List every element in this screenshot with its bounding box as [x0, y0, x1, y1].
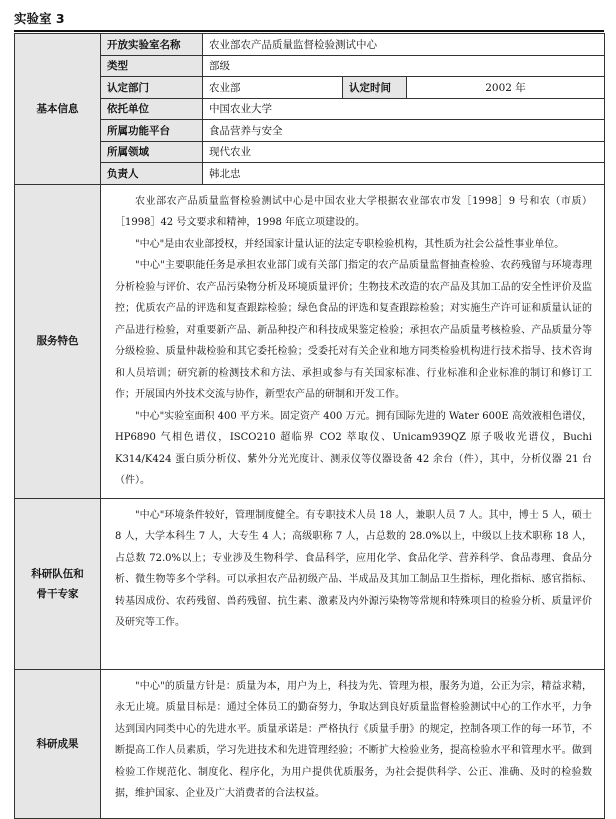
label-dept: 认定部门: [101, 77, 203, 99]
label-head: 负责人: [101, 163, 203, 185]
value-dept: 农业部: [203, 77, 343, 99]
label-cert-time: 认定时间: [343, 77, 407, 99]
row-name: [15, 34, 605, 56]
value-unit: 中国农业大学: [203, 98, 605, 120]
row-results: [15, 669, 605, 818]
team-content: [101, 498, 605, 669]
section-results: 科研成果: [15, 669, 101, 818]
label-field: 所属领域: [101, 141, 203, 163]
row-unit: [15, 98, 605, 120]
section-team-line-1: 科研队伍和: [31, 567, 84, 580]
row-platform: [15, 120, 605, 142]
label-platform: 所属功能平台: [101, 120, 203, 142]
team-paragraph: "中心"环境条件较好，管理制度健全。有专职技术人员 18 人，兼职人员 7 人。其中，博士 5 人，硕士 8 人，大学本科生 7 人，大专生 4 人；高级职称 7 人，占总数的 28.0%以上，中级以上技术职称 18 人，占总数 72.0%以上；专业涉及生物科学、食品科学，应用化学、食品化学、营养科学、食品毒理、食品分析、微生物等多个学科。可以承担农产品初级产品、半成品及其加工制品卫生指标，理化指标、感官指标、转基因成份、农药残留、兽药残留、抗生素、激素及内外源污染物等常规和特殊项目的检验分析、质量评价及研究等工作。: [115, 509, 593, 628]
row-field: [15, 141, 605, 163]
service-paragraph: "中心"主要职能任务是承担农业部门或有关部门指定的农产品质量监督抽查检验、农药残留与环境毒理分析检验与评价、农产品污染物分析及环境质量评价；生物技术改造的农产品及其加工品的安全性评价及监控；优质农产品的评选和复查跟踪检验；绿色食品的评选和复查跟踪检验；对实施生产许可证和质量认证的产品进行检验，对重要新产品、新品种投产和科技成果鉴定检验；承担农产品质量考核检验、产品质量分等分级检验、质量仲裁检验和其它委托检验；受委托对有关企业和地方同类检验机构进行技术指导、技术咨询和人员培训；研究新的检测技术和方法、承担或参与有关国家标准、行业标准和企业标准的制订和修订工作；开展国内外技术交流与协作，新型农产品的研制和开发工作。: [115, 260, 593, 400]
section-service: 服务特色: [15, 184, 101, 498]
page-title: 实验室 3: [14, 11, 65, 26]
section-team: [15, 498, 101, 669]
service-content: [101, 184, 605, 498]
results-content: [101, 669, 605, 818]
lab-info-table: [14, 33, 605, 819]
section-basic-info: 基本信息: [15, 34, 101, 185]
section-team-line-2: 骨干专家: [36, 587, 79, 600]
service-paragraph: "中心"实验室面积 400 平方米。固定资产 400 万元。拥有国际先进的 Water 600E 高效液相色谱仪，HP6890 气相色谱仪，ISCO210 超临界 CO2 萃取仪、Unicam939QZ 原子吸收光谱仪，Buchi K314/K424 蛋白质分析仪、紫外分光光度计、测汞仪等仪器设备 42 余台（件），其中，分析仪器 21 台（件）。: [115, 410, 593, 486]
service-paragraph: "中心"是由农业部授权，并经国家计量认证的法定专职检验机构，其性质为社会公益性事业单位。: [135, 238, 565, 250]
row-dept: [15, 77, 605, 99]
label-type: 类型: [101, 55, 203, 77]
value-lab-name: 农业部农产品质量监督检验测试中心: [203, 34, 605, 56]
value-field: 现代农业: [203, 141, 605, 163]
value-cert-time: 2002 年: [407, 77, 605, 99]
value-type: 部级: [203, 55, 605, 77]
row-service: [15, 184, 605, 498]
row-type: [15, 55, 605, 77]
label-unit: 依托单位: [101, 98, 203, 120]
value-head: 韩北忠: [203, 163, 605, 185]
service-paragraph: 农业部农产品质量监督检验测试中心是中国农业大学根据农业部农市发［1998］9 号和农（市质）［1998］42 号文要求和精神，1998 年底立项建设的。: [115, 195, 593, 228]
value-platform: 食品营养与安全: [203, 120, 605, 142]
row-team: [15, 498, 605, 669]
results-paragraph: "中心"的质量方针是：质量为本，用户为上，科技为先、管理为根，服务为道，公正为宗，精益求精，永无止境。质量目标是：通过全体员工的勤奋努力，争取达到良好质量监督检验测试中心的工作水平，力争达到国内同类中心的先进水平。质量承诺是：严格执行《质量手册》的规定，控制各项工作的每一环节，不断提高工作人员素质，学习先进技术和先进管理经验；不断扩大检验业务，提高检验水平和管理水平。做到检验工作规范化、制度化、程序化，为用户提供优质服务，为社会提供科学、公正、准确、及时的检验数据，维护国家、企业及广大消费者的合法权益。: [115, 680, 593, 799]
label-lab-name: 开放实验室名称: [101, 34, 203, 56]
title-rule: [14, 30, 604, 32]
row-head: [15, 163, 605, 185]
